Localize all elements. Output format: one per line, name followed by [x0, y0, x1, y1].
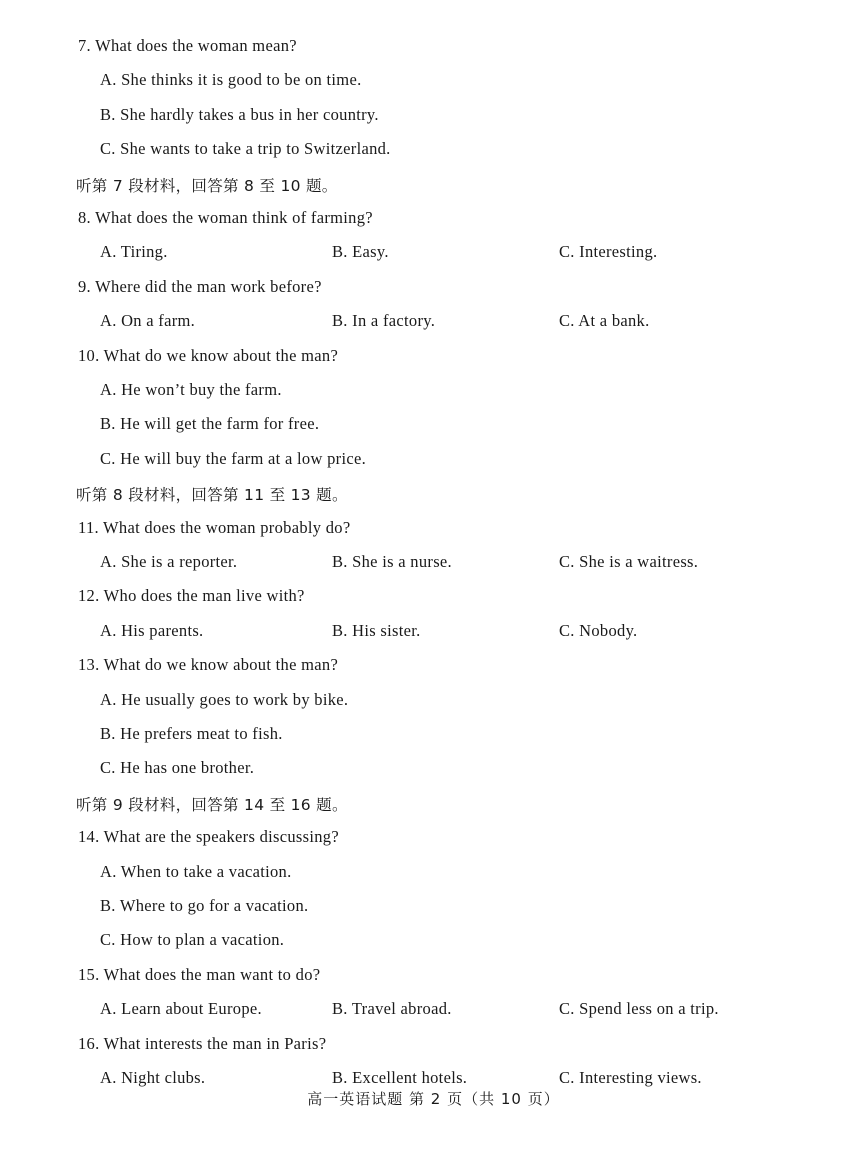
answer-option: B. He prefers meat to fish. [100, 724, 283, 743]
question: 11. What does the woman probably do? [78, 517, 351, 537]
answer-option: B. She is a nurse. [332, 552, 452, 571]
answer-option: B. Easy. [332, 242, 389, 262]
answer-option: A. She thinks it is good to be on time. [100, 70, 362, 90]
answer-option: B. Where to go for a vacation. [100, 896, 309, 915]
question: 10. What do we know about the man? [78, 345, 339, 365]
answer-option: C. Spend less on a trip. [559, 999, 719, 1019]
answer-option: A. Night clubs. [100, 1068, 206, 1087]
answer-option: A. Learn about Europe. [100, 999, 262, 1019]
answer-option: C. She wants to take a trip to Switzerland. [100, 139, 391, 159]
answer-option: A. On a farm. [100, 311, 196, 331]
question: 12. Who does the man live with? [78, 586, 305, 606]
question: 9. Where did the man work before? [78, 276, 322, 296]
question: 8. What does the woman think of farming? [78, 208, 373, 227]
answer-option: C. Interesting. [559, 242, 658, 262]
answer-option: B. He will get the farm for free. [100, 414, 320, 434]
answer-option: C. Interesting views. [559, 1068, 702, 1087]
question: 13. What do we know about the man? [78, 655, 339, 675]
answer-option: C. At a bank. [559, 311, 650, 331]
question: 15. What does the man want to do? [78, 964, 321, 984]
answer-option: A. He won’t buy the farm. [100, 380, 282, 399]
answer-option: C. He will buy the farm at a low price. [100, 448, 366, 468]
answer-option: A. His parents. [100, 620, 204, 640]
section-instruction: 听第 7 段材料，回答第 8 至 10 题。 [76, 176, 338, 195]
section-instruction: 听第 8 段材料，回答第 11 至 13 题。 [76, 486, 348, 505]
answer-option: B. Travel abroad. [332, 999, 452, 1019]
answer-option: A. He usually goes to work by bike. [100, 689, 349, 709]
answer-option: B. His sister. [332, 620, 421, 640]
page-footer: 高一英语试题 第 2 页（共 10 页） [307, 1090, 560, 1108]
answer-option: C. How to plan a vacation. [100, 930, 285, 950]
answer-option: C. She is a waitress. [559, 552, 699, 571]
answer-option: B. Excellent hotels. [332, 1068, 468, 1087]
answer-option: B. She hardly takes a bus in her country. [100, 104, 379, 124]
answer-option: B. In a factory. [332, 311, 436, 331]
question: 14. What are the speakers discussing? [78, 827, 339, 847]
question: 16. What interests the man in Paris? [78, 1033, 327, 1053]
answer-option: A. Tiring. [100, 242, 168, 262]
answer-option: A. She is a reporter. [100, 552, 238, 571]
answer-option: C. Nobody. [559, 620, 638, 640]
section-instruction: 听第 9 段材料，回答第 14 至 16 题。 [76, 795, 348, 814]
question: 7. What does the woman mean? [78, 36, 297, 55]
answer-option: C. He has one brother. [100, 758, 255, 778]
answer-option: A. When to take a vacation. [100, 861, 292, 881]
